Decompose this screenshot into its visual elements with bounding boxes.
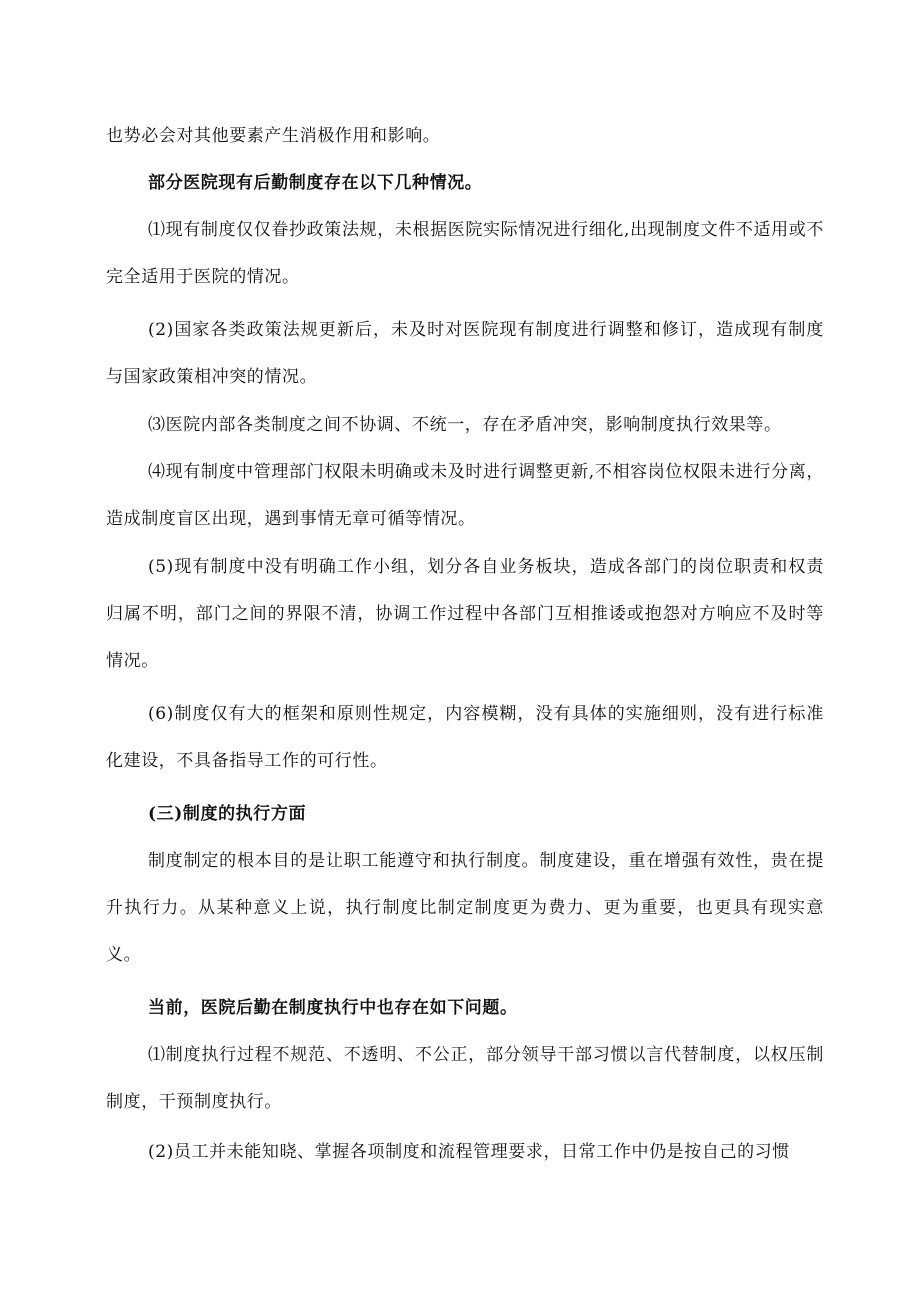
list-item-2: (2)国家各类政策法规更新后，未及时对医院现有制度进行调整和修订，造成现有制度与国家政策相冲突的情况。 (106, 320, 824, 387)
section-heading-execution: (三)制度的执行方面 (148, 804, 307, 824)
paragraph-heading-current-problems: 当前，医院后勤在制度执行中也存在如下问题。 (148, 998, 518, 1018)
paragraph-heading-logistics-situations: 部分医院现有后勤制度存在以下几种情况。 (148, 173, 483, 193)
list-item-1: ⑴现有制度仅仅眷抄政策法规，未根据医院实际情况进行细化,出现制度文件不适用或不完全适用于医院的情况。 (106, 220, 824, 287)
list-item-3: ⑶医院内部各类制度之间不协调、不统一，存在矛盾冲突，影响制度执行效果等。 (148, 415, 782, 435)
paragraph-continuation: 也势必会对其他要素产生消极作用和影响。 (106, 126, 441, 146)
paragraph-execution-intro: 制度制定的根本目的是让职工能遵守和执行制度。制度建设，重在增强有效性，贵在提升执行力。从某种意义上说，执行制度比制定制度更为费力、更为重要，也更具有现实意义。 (106, 851, 824, 965)
problem-item-2: (2)员工并未能知晓、掌握各项制度和流程管理要求，日常工作中仍是按自己的习惯 (148, 1142, 790, 1162)
list-item-5: (5)现有制度中没有明确工作小组，划分各自业务板块，造成各部门的岗位职责和权责归属不明，部门之间的界限不清，协调工作过程中各部门互相推诿或抱怨对方响应不及时等情况。 (106, 557, 824, 671)
list-item-4: ⑷现有制度中管理部门权限未明确或未及时进行调整更新,不相容岗位权限未进行分离，造成制度盲区出现，遇到事情无章可循等情况。 (106, 462, 824, 529)
list-item-6: (6)制度仅有大的框架和原则性规定，内容模糊，没有具体的实施细则，没有进行标准化建设，不具备指导工作的可行性。 (106, 704, 824, 771)
problem-item-1: ⑴制度执行过程不规范、不透明、不公正，部分领导干部习惯以言代替制度，以权压制制度，干预制度执行。 (106, 1045, 824, 1112)
